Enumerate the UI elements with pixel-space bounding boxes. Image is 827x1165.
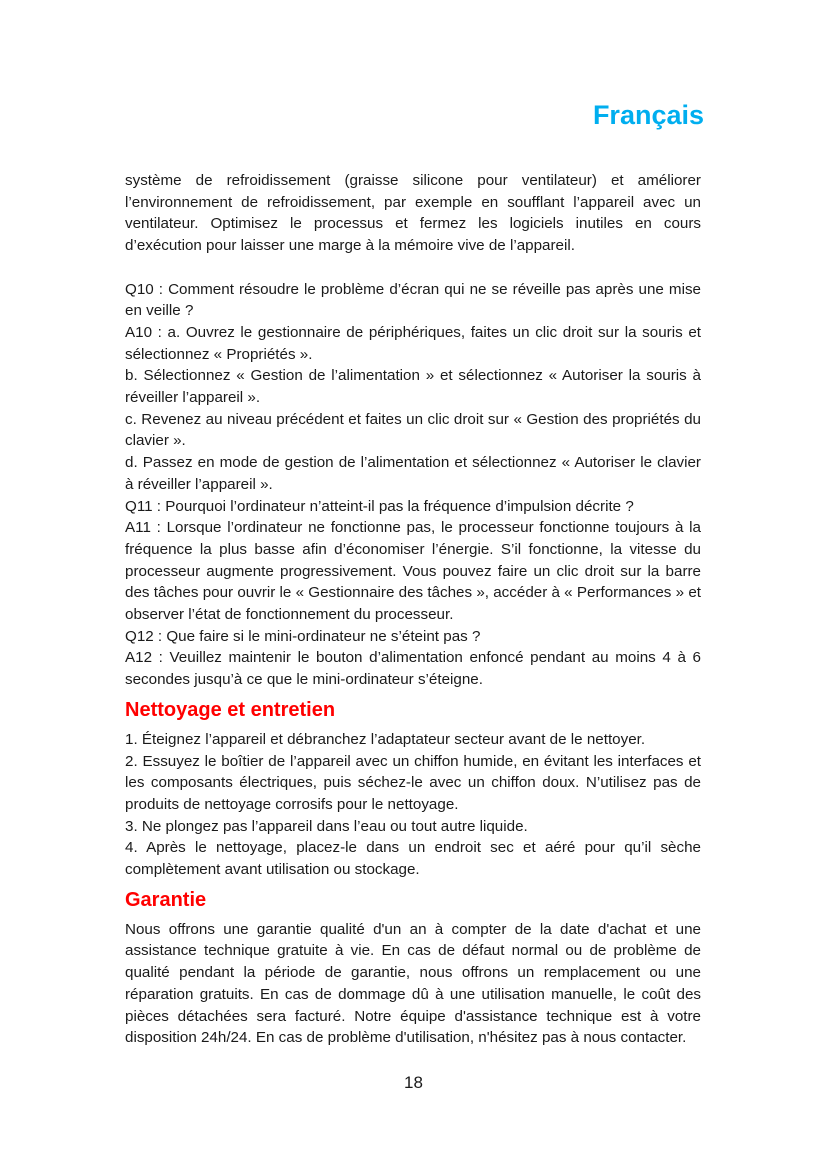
cleaning-title: Nettoyage et entretien	[125, 698, 336, 721]
cleaning-item: 4. Après le nettoyage, placez-le dans un endroit sec et aéré pour qu’il sèche complètement avant utilisation ou stockage.	[125, 839, 701, 879]
cleaning-item: 2. Essuyez le boîtier de l’appareil avec un chiffon humide, en évitant les interfaces et les composants électriques, puis séchez-le avec un chiffon doux. N’utilisez pas de produits de nettoyage corrosifs pour le nettoyage.	[125, 752, 701, 813]
page-content	[125, 170, 701, 1049]
faq-answer-a10d: d. Passez en mode de gestion de l’alimentation et sélectionnez « Autoriser le clavier à réveiller l’appareil ».	[125, 454, 701, 493]
cleaning-item: 3. Ne plongez pas l’appareil dans l’eau ou tout autre liquide.	[125, 817, 528, 835]
cleaning-item: 1. Éteignez l’appareil et débranchez l’adaptateur secteur avant de le nettoyer.	[125, 730, 646, 748]
language-header: Français	[592, 100, 704, 130]
faq-question-q11: Q11 : Pourquoi l’ordinateur n’atteint-il pas la fréquence d’impulsion décrite ?	[125, 497, 634, 515]
warranty-title: Garantie	[125, 888, 207, 911]
paragraph-spacer	[125, 257, 701, 279]
faq-question-q12: Q12 : Que faire si le mini-ordinateur ne s’éteint pas ?	[125, 627, 481, 645]
page-number: 18	[404, 1073, 423, 1092]
warranty-paragraph: Nous offrons une garantie qualité d'un an à compter de la date d'achat et une assistance technique gratuite à vie. En cas de défaut normal ou de problème de qualité pendant la période de garantie, nous offrons un remplacement ou une réparation gratuits. En cas de dommage dû à une utilisation manuelle, le coût des pièces détachées sera facturé. Notre équipe d'assistance technique est à votre disposition 24h/24. En cas de problème d'utilisation, n'hésitez pas à nous contacter.	[125, 920, 701, 1047]
faq-section	[125, 279, 701, 691]
faq-answer-a12: A12 : Veuillez maintenir le bouton d’alimentation enfoncé pendant au moins 4 à 6 secondes jusqu’à ce que le mini-ordinateur s’éteigne.	[125, 649, 701, 689]
faq-answer-a11: A11 : Lorsque l’ordinateur ne fonctionne pas, le processeur fonctionne toujours à la fréquence la plus basse afin d’économiser l’énergie. S’il fonctionne, la vitesse du processeur augmente progressivement. Vous pouvez faire un clic droit sur la barre des tâches pour ouvrir le « Gestionnaire des tâches », accéder à « Performances » et observer l’état de fonctionnement du processeur.	[125, 519, 701, 624]
intro-paragraph: système de refroidissement (graisse silicone pour ventilateur) et améliorer l’environnement de refroidissement, par exemple en soufflant l’appareil avec un ventilateur. Optimisez le processus et fermez les logiciels inutiles en cours d’exécution pour laisser une marge à la mémoire vive de l’appareil.	[125, 172, 701, 255]
faq-answer-a10a: A10 : a. Ouvrez le gestionnaire de périphériques, faites un clic droit sur la souris et sélectionnez « Propriétés ».	[125, 323, 701, 363]
faq-question-q10: Q10 : Comment résoudre le problème d’écran qui ne se réveille pas après une mise en veille ?	[125, 280, 701, 320]
faq-answer-a10b: b. Sélectionnez « Gestion de l’alimentation » et sélectionnez « Autoriser la souris à réveiller l’appareil ».	[125, 367, 701, 407]
faq-answer-a10c: c. Revenez au niveau précédent et faites un clic droit sur « Gestion des propriétés du clavier ».	[125, 410, 701, 450]
warranty-section	[125, 887, 701, 1049]
cleaning-section	[125, 697, 701, 881]
